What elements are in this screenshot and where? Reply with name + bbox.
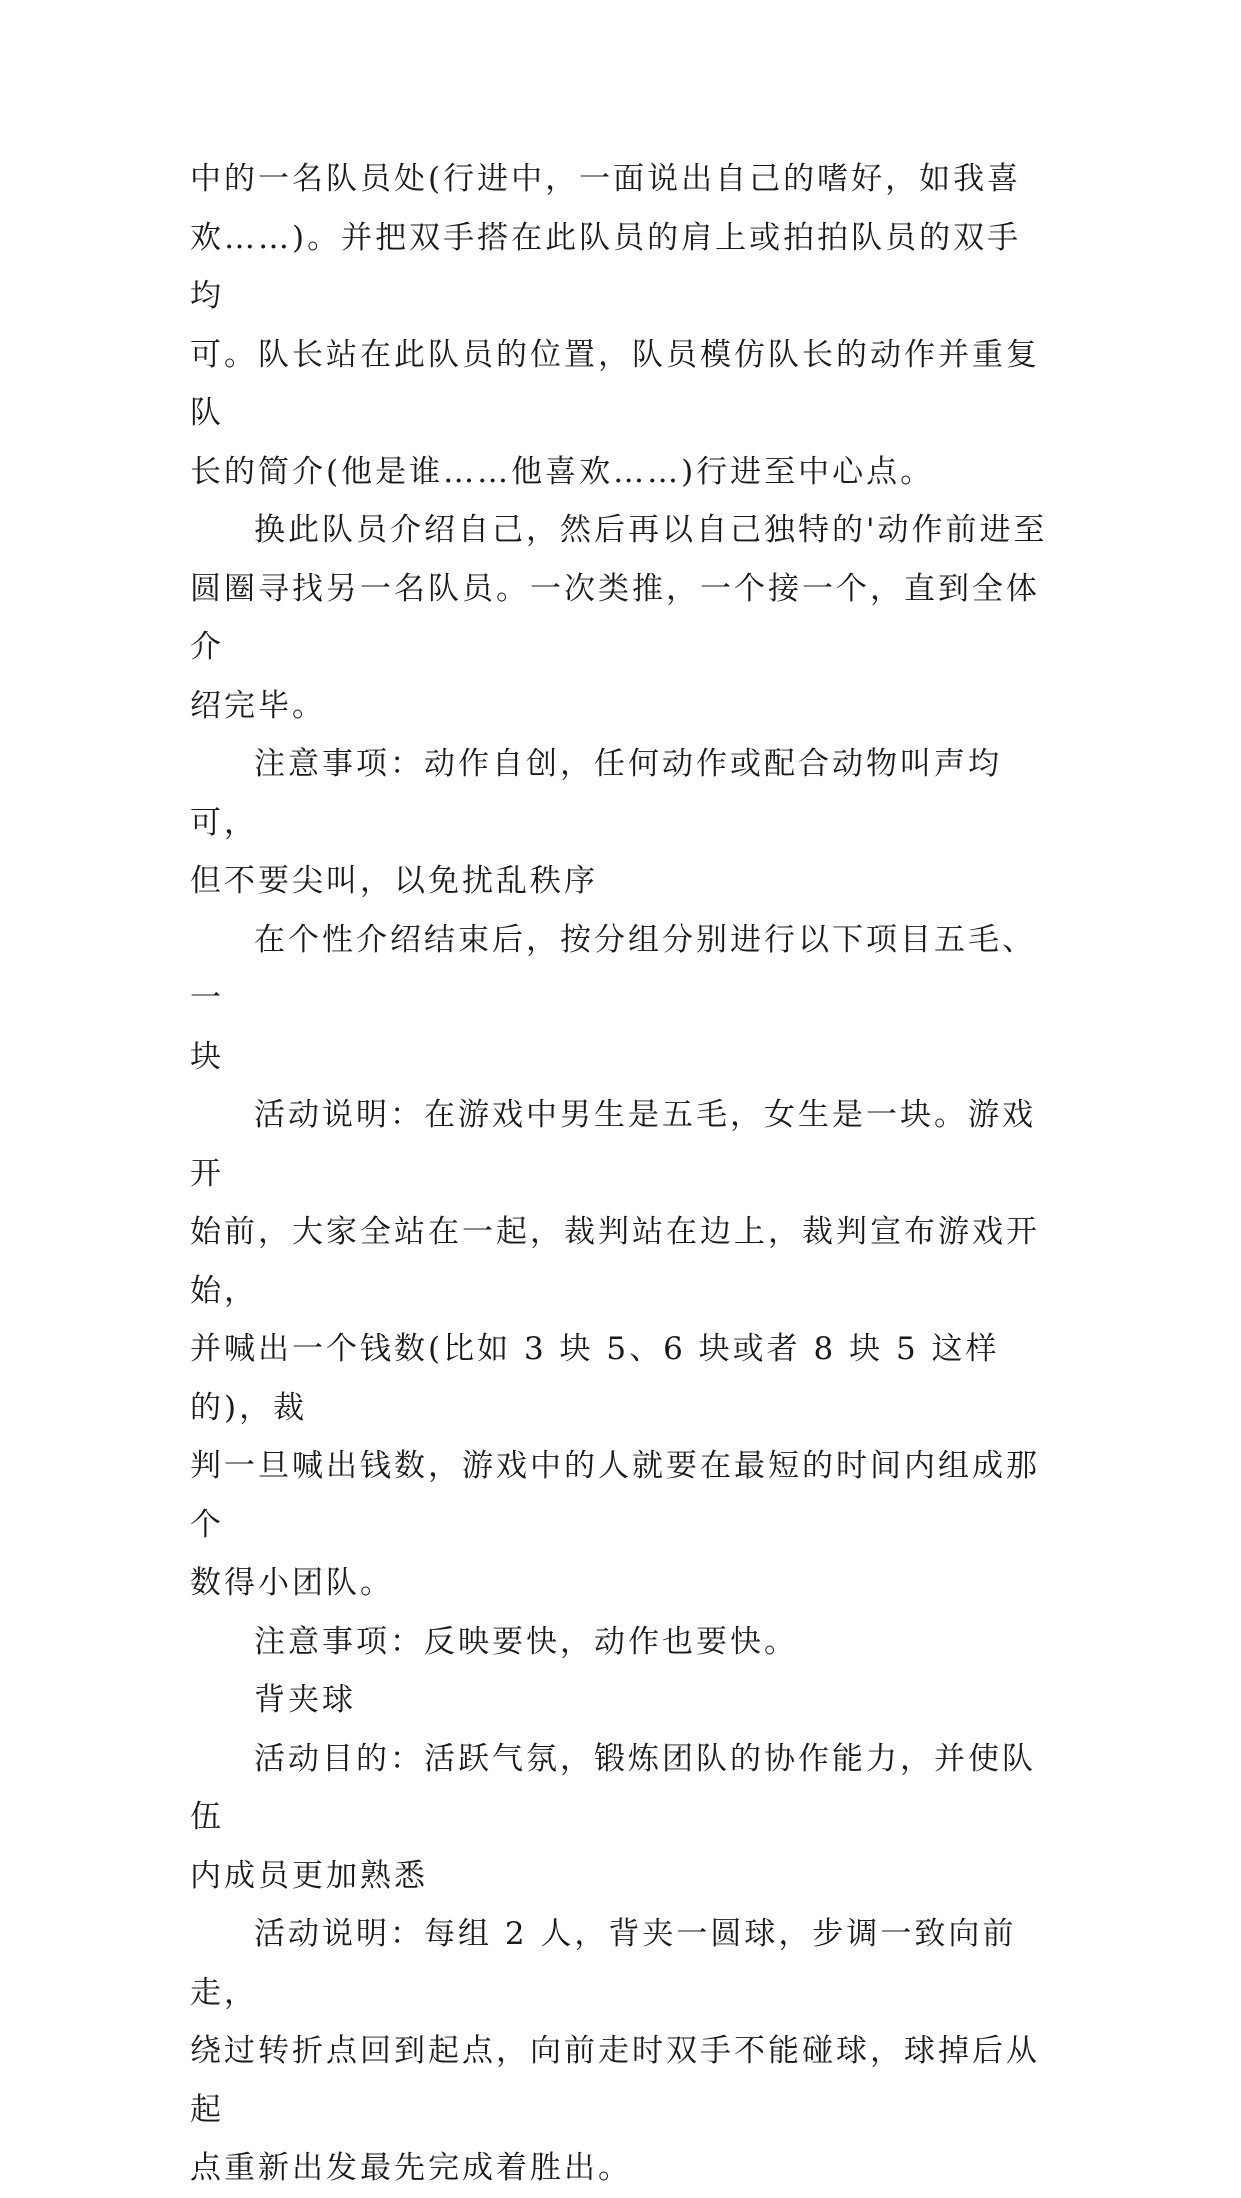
paragraph-1: 中的一名队员处(行进中，一面说出自己的嗜好，如我喜 欢……)。并把双手搭在此队员的肩上或拍拍队员的双手均 可。队长站在此队员的位置，队员模仿队长的动作并重复队 长的简介(他是谁……他喜欢……)行进至中心点。 bbox=[190, 161, 1040, 490]
paragraph-9: 活动说明：每组 2 人，背夹一圆球，步调一致向前走， 绕过转折点回到起点，向前走时双手不能碰球，球掉后从起 点重新出发最先完成着胜出。 bbox=[190, 1916, 1040, 2186]
paragraph-3: 注意事项：动作自创，任何动作或配合动物叫声均可， 但不要尖叫，以免扰乱秩序 bbox=[190, 746, 1002, 899]
paragraph-8: 活动目的：活跃气氛，锻炼团队的协作能力，并使队伍 内成员更加熟悉 bbox=[190, 1740, 1036, 1894]
paragraph-2: 换此队员介绍自己，然后再以自己独特的'动作前进至 圆圈寻找另一名队员。一次类推，一个接一个，直到全体介 绍完毕。 bbox=[190, 512, 1048, 724]
paragraph-4: 在个性介绍结束后，按分组分别进行以下项目五毛、一 块 bbox=[190, 921, 1036, 1075]
paragraph-6: 注意事项：反映要快，动作也要快。 bbox=[254, 1623, 798, 1660]
section-heading-back-ball: 背夹球 bbox=[254, 1682, 356, 1718]
paragraph-5: 活动说明：在游戏中男生是五毛，女生是一块。游戏开 始前，大家全站在一起，裁判站在边上，裁判宣布游戏开始， 并喊出一个钱数(比如 3 块 5、6 块或者 8 块 5 这样的)，裁 判一旦喊出钱数，游戏中的人就要在最短的时间内组成那个 数得小团队。 bbox=[190, 1097, 1040, 1601]
document-body bbox=[190, 150, 1050, 2198]
